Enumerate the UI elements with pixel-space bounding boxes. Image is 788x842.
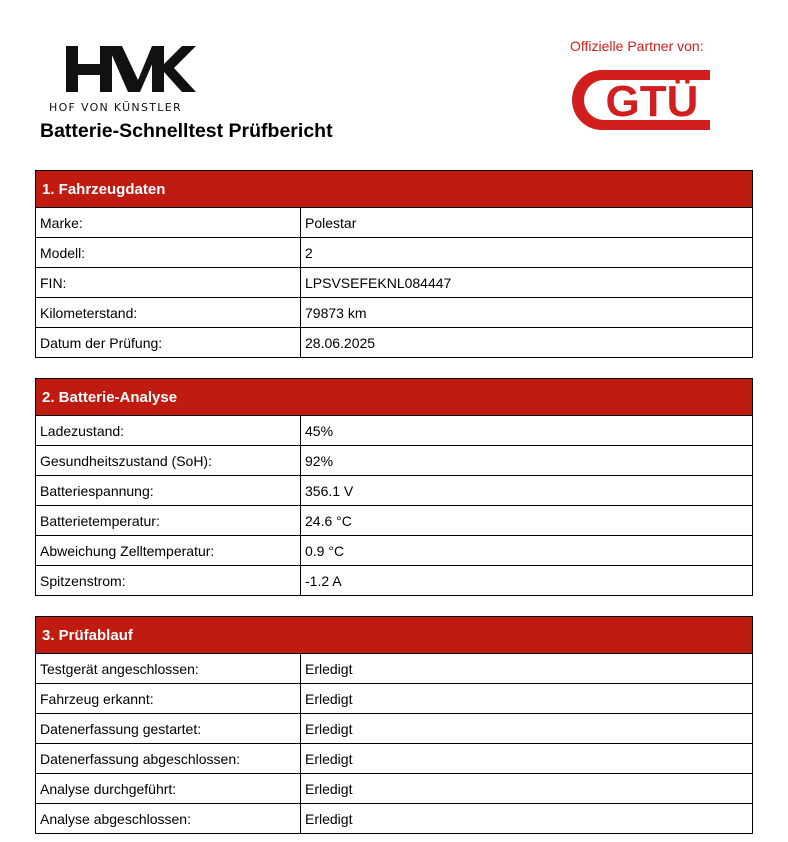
table-row [36,804,753,834]
table-row [36,684,753,714]
row-value: 79873 km [301,298,753,328]
section-header: 1. Fahrzeugdaten [35,170,753,207]
row-value: 45% [301,416,753,446]
table-row [36,566,753,596]
row-label: Batterietemperatur: [36,506,301,536]
hvk-logo-icon [48,44,198,94]
row-label: Kilometerstand: [36,298,301,328]
row-value: 356.1 V [301,476,753,506]
table-row [36,268,753,298]
row-value: 92% [301,446,753,476]
vehicle-data-table [35,207,753,358]
row-value: Erledigt [301,714,753,744]
partner-logo [568,64,710,132]
row-value: -1.2 A [301,566,753,596]
row-value: 0.9 °C [301,536,753,566]
row-label: FIN: [36,268,301,298]
row-value: 2 [301,238,753,268]
partner-label: Offizielle Partner von: [570,38,704,54]
row-label: Datum der Prüfung: [36,328,301,358]
battery-analysis-table [35,415,753,596]
row-label: Testgerät angeschlossen: [36,654,301,684]
row-value: 28.06.2025 [301,328,753,358]
row-value: Erledigt [301,684,753,714]
table-row [36,416,753,446]
section-header: 3. Prüfablauf [35,616,753,653]
table-row [36,298,753,328]
table-row [36,476,753,506]
row-value: Erledigt [301,804,753,834]
row-label: Datenerfassung gestartet: [36,714,301,744]
document-title: Batterie-Schnelltest Prüfbericht [40,120,333,142]
partner-logo-text: GTÜ [605,77,699,126]
row-value: Erledigt [301,744,753,774]
table-row [36,208,753,238]
section-header: 2. Batterie-Analyse [35,378,753,415]
table-row [36,744,753,774]
row-label: Analyse abgeschlossen: [36,804,301,834]
row-label: Analyse durchgeführt: [36,774,301,804]
row-value: Erledigt [301,774,753,804]
table-row [36,238,753,268]
test-procedure-table [35,653,753,834]
table-row [36,446,753,476]
row-value: LPSVSEFEKNL084447 [301,268,753,298]
row-label: Abweichung Zelltemperatur: [36,536,301,566]
section-test-procedure [35,616,753,834]
row-label: Ladezustand: [36,416,301,446]
section-vehicle-data [35,170,753,358]
table-row [36,328,753,358]
row-label: Datenerfassung abgeschlossen: [36,744,301,774]
row-label: Modell: [36,238,301,268]
table-row [36,654,753,684]
table-row [36,536,753,566]
table-row [36,506,753,536]
logo-subtitle: HOF VON KÜNSTLER [49,101,182,114]
row-label: Batteriespannung: [36,476,301,506]
company-logo [48,44,218,116]
table-row [36,774,753,804]
section-battery-analysis [35,378,753,596]
row-label: Fahrzeug erkannt: [36,684,301,714]
gtu-logo-icon [568,64,710,132]
row-value: Erledigt [301,654,753,684]
table-row [36,714,753,744]
row-label: Gesundheitszustand (SoH): [36,446,301,476]
row-value: 24.6 °C [301,506,753,536]
row-value: Polestar [301,208,753,238]
row-label: Spitzenstrom: [36,566,301,596]
row-label: Marke: [36,208,301,238]
